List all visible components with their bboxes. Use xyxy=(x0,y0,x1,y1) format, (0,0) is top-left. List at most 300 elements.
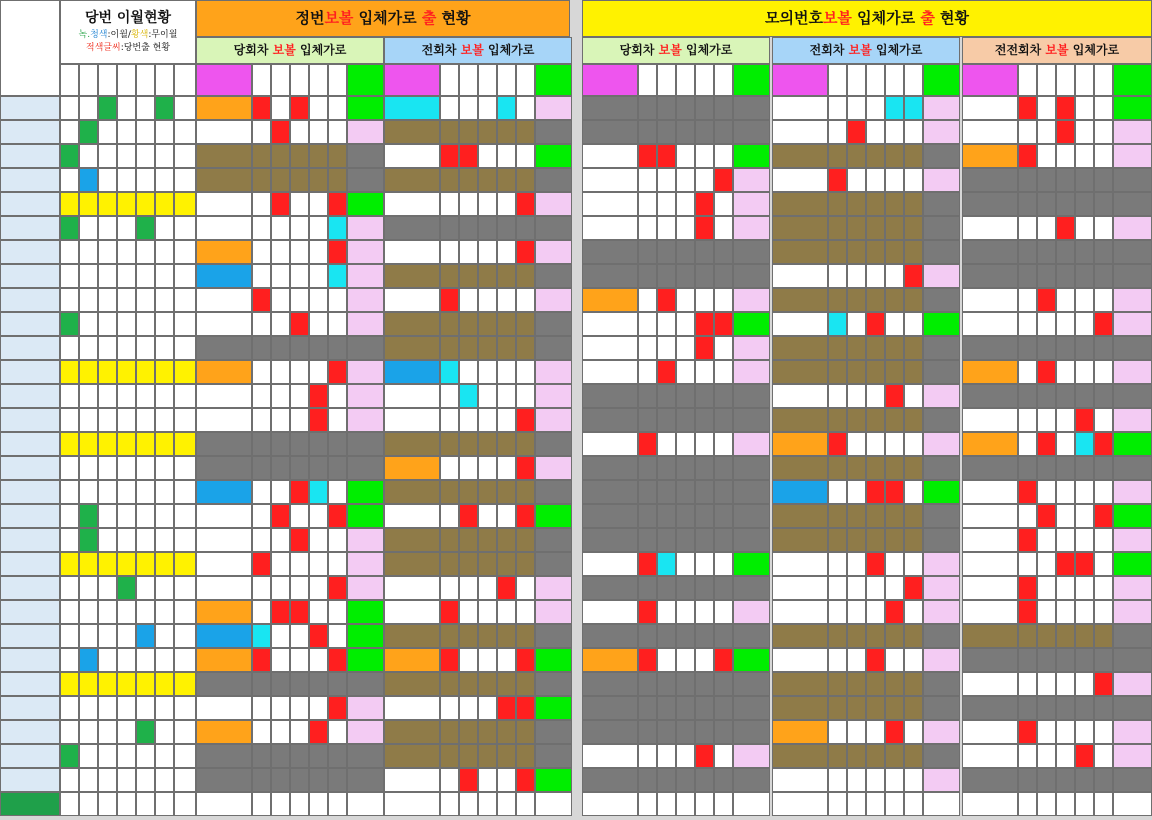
result-value[interactable] xyxy=(535,240,572,264)
monthly-number[interactable] xyxy=(117,768,136,792)
bobol-garo[interactable] xyxy=(962,336,1018,360)
garo-number[interactable] xyxy=(1094,792,1113,816)
garo-number[interactable] xyxy=(516,744,535,768)
garo-number[interactable] xyxy=(885,168,904,192)
monthly-number[interactable] xyxy=(98,576,117,600)
result-value[interactable] xyxy=(1113,216,1152,240)
garo-number[interactable] xyxy=(866,240,885,264)
bobol-garo[interactable] xyxy=(196,144,252,168)
garo-number[interactable] xyxy=(714,768,733,792)
garo-number[interactable] xyxy=(866,216,885,240)
garo-number[interactable] xyxy=(309,456,328,480)
garo-number[interactable] xyxy=(290,408,309,432)
garo-number[interactable] xyxy=(497,216,516,240)
garo-number[interactable] xyxy=(478,792,497,816)
garo-number[interactable] xyxy=(478,576,497,600)
col-header-num[interactable] xyxy=(440,64,459,96)
garo-number[interactable] xyxy=(714,168,733,192)
garo-number[interactable] xyxy=(271,456,290,480)
round-number[interactable] xyxy=(0,384,60,408)
garo-number[interactable] xyxy=(497,696,516,720)
garo-number[interactable] xyxy=(904,384,923,408)
garo-number[interactable] xyxy=(828,432,847,456)
col-header-num[interactable] xyxy=(1018,64,1037,96)
garo-number[interactable] xyxy=(290,120,309,144)
result-value[interactable] xyxy=(733,192,770,216)
garo-number[interactable] xyxy=(1018,456,1037,480)
garo-number[interactable] xyxy=(885,696,904,720)
col-header-num[interactable] xyxy=(676,64,695,96)
garo-number[interactable] xyxy=(885,744,904,768)
garo-number[interactable] xyxy=(328,696,347,720)
garo-number[interactable] xyxy=(309,432,328,456)
bobol-garo[interactable] xyxy=(772,672,828,696)
result-value[interactable] xyxy=(923,696,960,720)
col-header-num[interactable] xyxy=(828,64,847,96)
garo-number[interactable] xyxy=(516,648,535,672)
col-header-num[interactable] xyxy=(459,64,478,96)
bobol-garo[interactable] xyxy=(384,360,440,384)
garo-number[interactable] xyxy=(885,264,904,288)
garo-number[interactable] xyxy=(904,624,923,648)
result-value[interactable] xyxy=(923,528,960,552)
bobol-garo[interactable] xyxy=(582,696,638,720)
result-value[interactable] xyxy=(923,144,960,168)
garo-number[interactable] xyxy=(828,576,847,600)
garo-number[interactable] xyxy=(1037,672,1056,696)
garo-number[interactable] xyxy=(252,432,271,456)
garo-number[interactable] xyxy=(1056,576,1075,600)
garo-number[interactable] xyxy=(1075,432,1094,456)
result-value[interactable] xyxy=(347,96,384,120)
garo-number[interactable] xyxy=(459,600,478,624)
garo-number[interactable] xyxy=(1037,216,1056,240)
garo-number[interactable] xyxy=(676,648,695,672)
monthly-number[interactable] xyxy=(60,672,79,696)
garo-number[interactable] xyxy=(695,792,714,816)
garo-number[interactable] xyxy=(828,120,847,144)
bobol-garo[interactable] xyxy=(196,432,252,456)
garo-number[interactable] xyxy=(828,504,847,528)
garo-number[interactable] xyxy=(1094,576,1113,600)
garo-number[interactable] xyxy=(440,168,459,192)
garo-number[interactable] xyxy=(904,312,923,336)
garo-number[interactable] xyxy=(271,480,290,504)
result-value[interactable] xyxy=(535,120,572,144)
bobol-garo[interactable] xyxy=(384,144,440,168)
bobol-garo[interactable] xyxy=(196,768,252,792)
garo-number[interactable] xyxy=(290,528,309,552)
garo-number[interactable] xyxy=(866,336,885,360)
garo-number[interactable] xyxy=(1094,720,1113,744)
garo-number[interactable] xyxy=(440,216,459,240)
garo-number[interactable] xyxy=(290,720,309,744)
garo-number[interactable] xyxy=(478,624,497,648)
bobol-garo[interactable] xyxy=(196,648,252,672)
garo-number[interactable] xyxy=(1056,408,1075,432)
garo-number[interactable] xyxy=(252,696,271,720)
garo-number[interactable] xyxy=(497,384,516,408)
garo-number[interactable] xyxy=(328,720,347,744)
garo-number[interactable] xyxy=(271,552,290,576)
bobol-garo[interactable] xyxy=(384,792,440,816)
garo-number[interactable] xyxy=(1094,624,1113,648)
garo-number[interactable] xyxy=(252,240,271,264)
garo-number[interactable] xyxy=(516,96,535,120)
garo-number[interactable] xyxy=(638,744,657,768)
garo-number[interactable] xyxy=(904,552,923,576)
garo-number[interactable] xyxy=(638,144,657,168)
result-value[interactable] xyxy=(1113,648,1152,672)
garo-number[interactable] xyxy=(657,264,676,288)
monthly-number[interactable] xyxy=(79,456,98,480)
result-value[interactable] xyxy=(535,408,572,432)
garo-number[interactable] xyxy=(440,192,459,216)
result-value[interactable] xyxy=(733,768,770,792)
monthly-number[interactable] xyxy=(60,192,79,216)
result-value[interactable] xyxy=(733,480,770,504)
garo-number[interactable] xyxy=(309,792,328,816)
monthly-number[interactable] xyxy=(117,192,136,216)
garo-number[interactable] xyxy=(1056,600,1075,624)
garo-number[interactable] xyxy=(1018,120,1037,144)
garo-number[interactable] xyxy=(676,792,695,816)
garo-number[interactable] xyxy=(828,144,847,168)
garo-number[interactable] xyxy=(516,792,535,816)
garo-number[interactable] xyxy=(676,264,695,288)
bobol-garo[interactable] xyxy=(196,672,252,696)
bobol-garo[interactable] xyxy=(772,600,828,624)
garo-number[interactable] xyxy=(328,480,347,504)
garo-number[interactable] xyxy=(714,504,733,528)
bobol-garo[interactable] xyxy=(772,240,828,264)
garo-number[interactable] xyxy=(695,624,714,648)
monthly-number[interactable] xyxy=(136,504,155,528)
garo-number[interactable] xyxy=(309,120,328,144)
bobol-garo[interactable] xyxy=(582,504,638,528)
garo-number[interactable] xyxy=(459,144,478,168)
garo-number[interactable] xyxy=(459,480,478,504)
garo-number[interactable] xyxy=(328,504,347,528)
garo-number[interactable] xyxy=(478,144,497,168)
bobol-garo[interactable] xyxy=(196,624,252,648)
garo-number[interactable] xyxy=(1056,672,1075,696)
garo-number[interactable] xyxy=(828,216,847,240)
result-value[interactable] xyxy=(1113,792,1152,816)
bobol-garo[interactable] xyxy=(772,144,828,168)
garo-number[interactable] xyxy=(638,672,657,696)
garo-number[interactable] xyxy=(290,192,309,216)
garo-number[interactable] xyxy=(885,480,904,504)
garo-number[interactable] xyxy=(828,384,847,408)
bobol-garo[interactable] xyxy=(772,648,828,672)
result-value[interactable] xyxy=(1113,744,1152,768)
garo-number[interactable] xyxy=(516,696,535,720)
garo-number[interactable] xyxy=(1056,168,1075,192)
garo-number[interactable] xyxy=(657,576,676,600)
garo-number[interactable] xyxy=(1056,192,1075,216)
garo-number[interactable] xyxy=(1094,768,1113,792)
monthly-number[interactable] xyxy=(136,528,155,552)
garo-number[interactable] xyxy=(676,696,695,720)
result-value[interactable] xyxy=(923,792,960,816)
garo-number[interactable] xyxy=(638,624,657,648)
garo-number[interactable] xyxy=(478,360,497,384)
garo-number[interactable] xyxy=(904,96,923,120)
garo-number[interactable] xyxy=(1075,744,1094,768)
garo-number[interactable] xyxy=(695,480,714,504)
garo-number[interactable] xyxy=(847,168,866,192)
garo-number[interactable] xyxy=(1094,336,1113,360)
result-value[interactable] xyxy=(347,432,384,456)
garo-number[interactable] xyxy=(714,672,733,696)
garo-number[interactable] xyxy=(271,216,290,240)
garo-number[interactable] xyxy=(676,144,695,168)
monthly-number[interactable] xyxy=(117,312,136,336)
garo-number[interactable] xyxy=(1075,384,1094,408)
garo-number[interactable] xyxy=(828,672,847,696)
bobol-garo[interactable] xyxy=(196,744,252,768)
bobol-garo[interactable] xyxy=(384,120,440,144)
monthly-number[interactable] xyxy=(136,168,155,192)
col-header-num[interactable] xyxy=(638,64,657,96)
bobol-garo[interactable] xyxy=(384,264,440,288)
garo-number[interactable] xyxy=(252,120,271,144)
bobol-garo[interactable] xyxy=(196,408,252,432)
result-value[interactable] xyxy=(535,504,572,528)
garo-number[interactable] xyxy=(866,792,885,816)
garo-number[interactable] xyxy=(1018,216,1037,240)
garo-number[interactable] xyxy=(478,768,497,792)
result-value[interactable] xyxy=(347,240,384,264)
bobol-garo[interactable] xyxy=(582,216,638,240)
garo-number[interactable] xyxy=(714,240,733,264)
bobol-garo[interactable] xyxy=(772,120,828,144)
garo-number[interactable] xyxy=(695,768,714,792)
garo-number[interactable] xyxy=(638,312,657,336)
monthly-number[interactable] xyxy=(60,720,79,744)
garo-number[interactable] xyxy=(497,648,516,672)
garo-number[interactable] xyxy=(1056,720,1075,744)
monthly-number[interactable] xyxy=(136,312,155,336)
garo-number[interactable] xyxy=(885,336,904,360)
col-header-num[interactable] xyxy=(866,64,885,96)
garo-number[interactable] xyxy=(676,504,695,528)
bobol-garo[interactable] xyxy=(772,408,828,432)
monthly-number[interactable] xyxy=(136,720,155,744)
bobol-garo[interactable] xyxy=(384,288,440,312)
garo-number[interactable] xyxy=(328,768,347,792)
garo-number[interactable] xyxy=(1094,408,1113,432)
garo-number[interactable] xyxy=(290,360,309,384)
garo-number[interactable] xyxy=(1037,648,1056,672)
bobol-garo[interactable] xyxy=(196,456,252,480)
garo-number[interactable] xyxy=(290,744,309,768)
garo-number[interactable] xyxy=(657,480,676,504)
garo-number[interactable] xyxy=(440,336,459,360)
garo-number[interactable] xyxy=(252,312,271,336)
result-value[interactable] xyxy=(1113,576,1152,600)
garo-number[interactable] xyxy=(440,456,459,480)
bobol-garo[interactable] xyxy=(582,720,638,744)
garo-number[interactable] xyxy=(1018,168,1037,192)
garo-number[interactable] xyxy=(497,528,516,552)
garo-number[interactable] xyxy=(516,600,535,624)
garo-number[interactable] xyxy=(828,408,847,432)
bobol-garo[interactable] xyxy=(582,336,638,360)
garo-number[interactable] xyxy=(252,528,271,552)
garo-number[interactable] xyxy=(885,456,904,480)
garo-number[interactable] xyxy=(459,768,478,792)
bobol-garo[interactable] xyxy=(962,216,1018,240)
garo-number[interactable] xyxy=(904,768,923,792)
garo-number[interactable] xyxy=(290,768,309,792)
monthly-number[interactable] xyxy=(155,216,174,240)
garo-number[interactable] xyxy=(309,264,328,288)
garo-number[interactable] xyxy=(1037,720,1056,744)
garo-number[interactable] xyxy=(1094,648,1113,672)
monthly-number[interactable] xyxy=(174,792,196,816)
garo-number[interactable] xyxy=(657,192,676,216)
garo-number[interactable] xyxy=(459,120,478,144)
garo-number[interactable] xyxy=(271,744,290,768)
result-value[interactable] xyxy=(535,744,572,768)
col-header-result[interactable] xyxy=(535,64,572,96)
garo-number[interactable] xyxy=(657,288,676,312)
round-number[interactable] xyxy=(0,408,60,432)
garo-number[interactable] xyxy=(497,264,516,288)
garo-number[interactable] xyxy=(271,648,290,672)
col-header-num[interactable] xyxy=(478,64,497,96)
garo-number[interactable] xyxy=(1075,552,1094,576)
garo-number[interactable] xyxy=(516,144,535,168)
garo-number[interactable] xyxy=(904,120,923,144)
monthly-number[interactable] xyxy=(174,600,196,624)
garo-number[interactable] xyxy=(847,264,866,288)
garo-number[interactable] xyxy=(695,504,714,528)
garo-number[interactable] xyxy=(1056,264,1075,288)
monthly-number[interactable] xyxy=(98,696,117,720)
garo-number[interactable] xyxy=(309,696,328,720)
garo-number[interactable] xyxy=(714,144,733,168)
monthly-number[interactable] xyxy=(79,696,98,720)
garo-number[interactable] xyxy=(290,696,309,720)
result-value[interactable] xyxy=(535,168,572,192)
garo-number[interactable] xyxy=(497,480,516,504)
bobol-garo[interactable] xyxy=(582,672,638,696)
result-value[interactable] xyxy=(535,384,572,408)
garo-number[interactable] xyxy=(309,312,328,336)
garo-number[interactable] xyxy=(328,552,347,576)
garo-number[interactable] xyxy=(459,744,478,768)
round-number[interactable] xyxy=(0,432,60,456)
garo-number[interactable] xyxy=(695,600,714,624)
garo-number[interactable] xyxy=(828,744,847,768)
garo-number[interactable] xyxy=(459,672,478,696)
result-value[interactable] xyxy=(733,792,770,816)
garo-number[interactable] xyxy=(271,264,290,288)
garo-number[interactable] xyxy=(695,264,714,288)
garo-number[interactable] xyxy=(1075,624,1094,648)
garo-number[interactable] xyxy=(1018,720,1037,744)
garo-number[interactable] xyxy=(497,336,516,360)
bobol-garo[interactable] xyxy=(196,96,252,120)
garo-number[interactable] xyxy=(885,408,904,432)
garo-number[interactable] xyxy=(309,480,328,504)
garo-number[interactable] xyxy=(657,216,676,240)
garo-number[interactable] xyxy=(657,168,676,192)
monthly-number[interactable] xyxy=(136,264,155,288)
garo-number[interactable] xyxy=(497,408,516,432)
monthly-number[interactable] xyxy=(155,696,174,720)
garo-number[interactable] xyxy=(271,576,290,600)
bobol-garo[interactable] xyxy=(384,504,440,528)
garo-number[interactable] xyxy=(714,744,733,768)
bobol-garo[interactable] xyxy=(962,168,1018,192)
result-value[interactable] xyxy=(347,504,384,528)
garo-number[interactable] xyxy=(847,432,866,456)
garo-number[interactable] xyxy=(1037,144,1056,168)
monthly-number[interactable] xyxy=(174,672,196,696)
result-value[interactable] xyxy=(1113,96,1152,120)
monthly-number[interactable] xyxy=(98,456,117,480)
garo-number[interactable] xyxy=(866,384,885,408)
garo-number[interactable] xyxy=(714,600,733,624)
result-value[interactable] xyxy=(347,264,384,288)
garo-number[interactable] xyxy=(271,528,290,552)
garo-number[interactable] xyxy=(885,144,904,168)
monthly-number[interactable] xyxy=(136,696,155,720)
garo-number[interactable] xyxy=(638,216,657,240)
garo-number[interactable] xyxy=(714,576,733,600)
garo-number[interactable] xyxy=(1075,504,1094,528)
garo-number[interactable] xyxy=(1037,600,1056,624)
result-value[interactable] xyxy=(733,720,770,744)
col-header-num[interactable] xyxy=(847,64,866,96)
monthly-number[interactable] xyxy=(60,288,79,312)
bobol-garo[interactable] xyxy=(196,720,252,744)
monthly-number[interactable] xyxy=(174,240,196,264)
garo-number[interactable] xyxy=(290,264,309,288)
col-header-num[interactable] xyxy=(516,64,535,96)
bobol-garo[interactable] xyxy=(962,552,1018,576)
monthly-number[interactable] xyxy=(117,720,136,744)
garo-number[interactable] xyxy=(847,648,866,672)
garo-number[interactable] xyxy=(309,720,328,744)
monthly-number[interactable] xyxy=(60,504,79,528)
bobol-garo[interactable] xyxy=(772,744,828,768)
monthly-number[interactable] xyxy=(60,120,79,144)
garo-number[interactable] xyxy=(1056,312,1075,336)
result-value[interactable] xyxy=(1113,504,1152,528)
garo-number[interactable] xyxy=(497,192,516,216)
garo-number[interactable] xyxy=(828,648,847,672)
garo-number[interactable] xyxy=(638,360,657,384)
monthly-number[interactable] xyxy=(98,144,117,168)
garo-number[interactable] xyxy=(328,432,347,456)
result-value[interactable] xyxy=(733,624,770,648)
bobol-garo[interactable] xyxy=(196,120,252,144)
monthly-number[interactable] xyxy=(79,432,98,456)
bobol-garo[interactable] xyxy=(772,168,828,192)
garo-number[interactable] xyxy=(1056,120,1075,144)
garo-number[interactable] xyxy=(904,600,923,624)
bobol-garo[interactable] xyxy=(962,624,1018,648)
garo-number[interactable] xyxy=(271,384,290,408)
result-value[interactable] xyxy=(535,360,572,384)
garo-number[interactable] xyxy=(904,144,923,168)
monthly-number[interactable] xyxy=(79,336,98,360)
